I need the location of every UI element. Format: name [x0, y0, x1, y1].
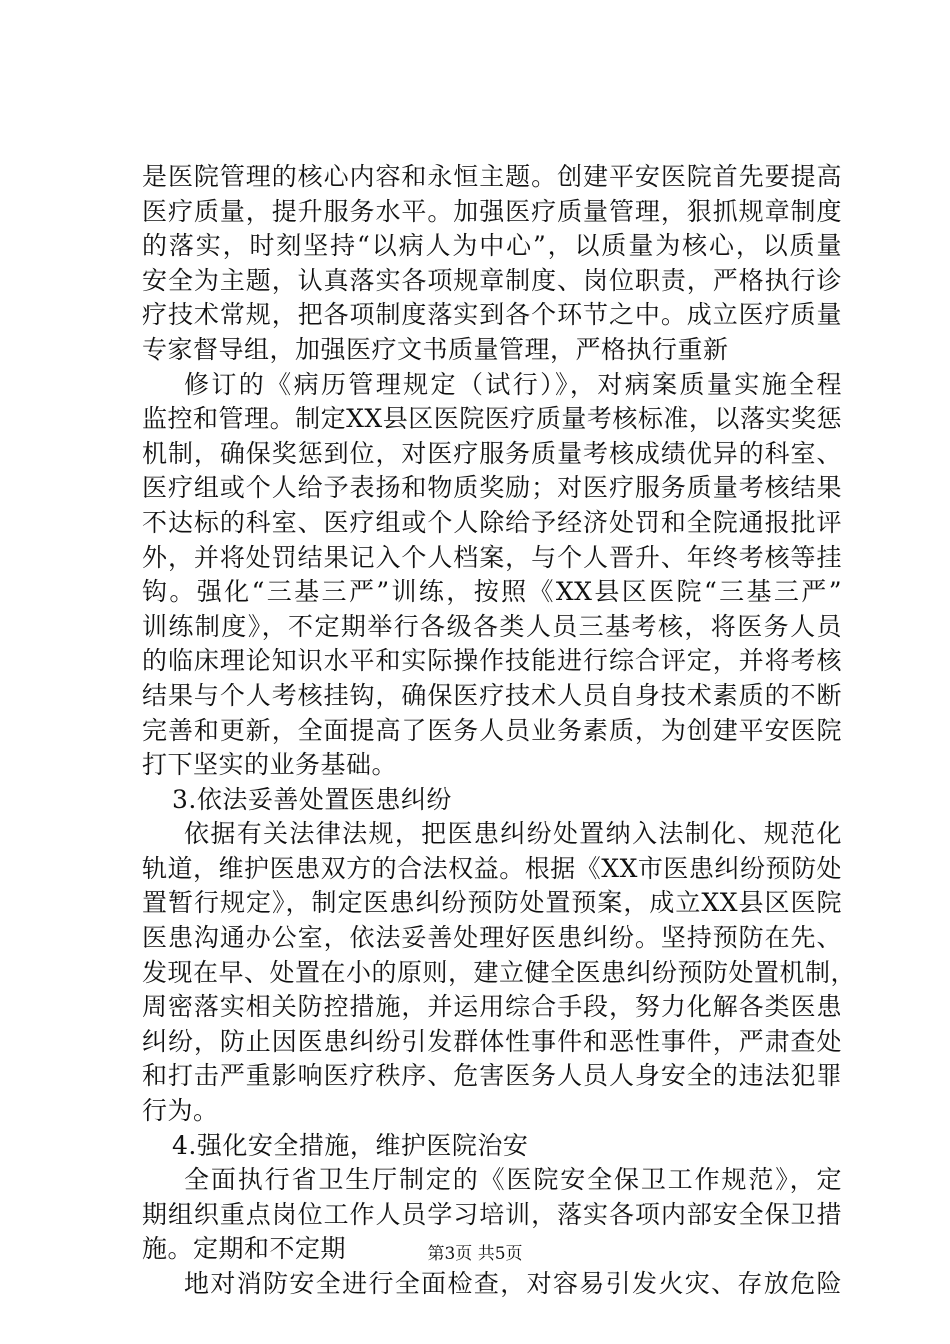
paragraph-line: 修订的《病历管理规定（试行）》，对病案质量实施全程 [184, 369, 842, 399]
paragraph-line: 的落实，时刻坚持“以病人为中心”，以质量为核心，以质量 [142, 231, 842, 261]
paragraph-line: 和打击严重影响医疗秩序、危害医务人员人身安全的违法犯罪 [142, 1061, 842, 1091]
paragraph-line: 专家督导组，加强医疗文书质量管理，严格执行重新 [142, 334, 729, 364]
paragraph-line: 医患沟通办公室，依法妥善处理好医患纠纷。坚持预防在先、 [142, 923, 842, 953]
paragraph-line: 打下坚实的业务基础。 [142, 750, 398, 780]
paragraph-line: 施。定期和不定期 [142, 1234, 347, 1264]
section-heading: 4.强化安全措施，维护医院治安 [172, 1130, 529, 1160]
paragraph-line: 依据有关法律法规，把医患纠纷处置纳入法制化、规范化 [184, 819, 842, 849]
paragraph-line: 置暂行规定》，制定医患纠纷预防处置预案，成立XX县区医院 [142, 888, 842, 918]
paragraph-line: 周密落实相关防控措施，并运用综合手段，努力化解各类医患 [142, 992, 842, 1022]
paragraph-line: 安全为主题，认真落实各项规章制度、岗位职责，严格执行诊 [142, 265, 842, 295]
document-body [142, 160, 857, 1302]
paragraph-line: 是医院管理的核心内容和永恒主题。创建平安医院首先要提高 [142, 162, 842, 191]
paragraph-line: 轨道，维护医患双方的合法权益。根据《XX市医患纠纷预防处 [142, 853, 842, 883]
paragraph-line: 的临床理论知识水平和实际操作技能进行综合评定，并将考核 [142, 646, 842, 676]
paragraph-line: 机制，确保奖惩到位，对医疗服务质量考核成绩优异的科室、 [142, 438, 842, 468]
paragraph-line: 监控和管理。制定XX县区医院医疗质量考核标准，以落实奖惩 [142, 404, 842, 434]
section-heading: 3.依法妥善处置医患纠纷 [172, 784, 452, 814]
paragraph-line: 结果与个人考核挂钩，确保医疗技术人员自身技术素质的不断 [142, 680, 842, 710]
page-footer: 第3页 共5页 [427, 1244, 523, 1264]
paragraph-line: 全面执行省卫生厅制定的《医院安全保卫工作规范》，定 [184, 1165, 842, 1195]
paragraph-line: 不达标的科室、医疗组或个人除给予经济处罚和全院通报批评 [142, 507, 842, 537]
paragraph-line: 外，并将处罚结果记入个人档案，与个人晋升、年终考核等挂 [142, 542, 842, 572]
paragraph-line: 疗技术常规，把各项制度落实到各个环节之中。成立医疗质量 [142, 300, 842, 330]
paragraph-line: 地对消防安全进行全面检查，对容易引发火灾、存放危险 [184, 1269, 842, 1298]
paragraph-line: 行为。 [142, 1096, 219, 1126]
paragraph-line: 期组织重点岗位工作人员学习培训，落实各项内部安全保卫措 [142, 1199, 842, 1229]
paragraph-line: 完善和更新，全面提高了医务人员业务素质，为创建平安医院 [142, 715, 842, 745]
paragraph-line: 钩。强化“三基三严”训练，按照《XX县区医院“三基三严” [142, 577, 842, 607]
paragraph-line: 医疗质量，提升服务水平。加强医疗质量管理，狠抓规章制度 [142, 196, 842, 226]
paragraph-line: 发现在早、处置在小的原则，建立健全医患纠纷预防处置机制， [142, 957, 857, 987]
paragraph-line: 纠纷，防止因医患纠纷引发群体性事件和恶性事件，严肃查处 [142, 1026, 842, 1056]
paragraph-line: 训练制度》，不定期举行各级各类人员三基考核，将医务人员 [142, 611, 842, 641]
paragraph-line: 医疗组或个人给予表扬和物质奖励；对医疗服务质量考核结果 [142, 473, 842, 503]
